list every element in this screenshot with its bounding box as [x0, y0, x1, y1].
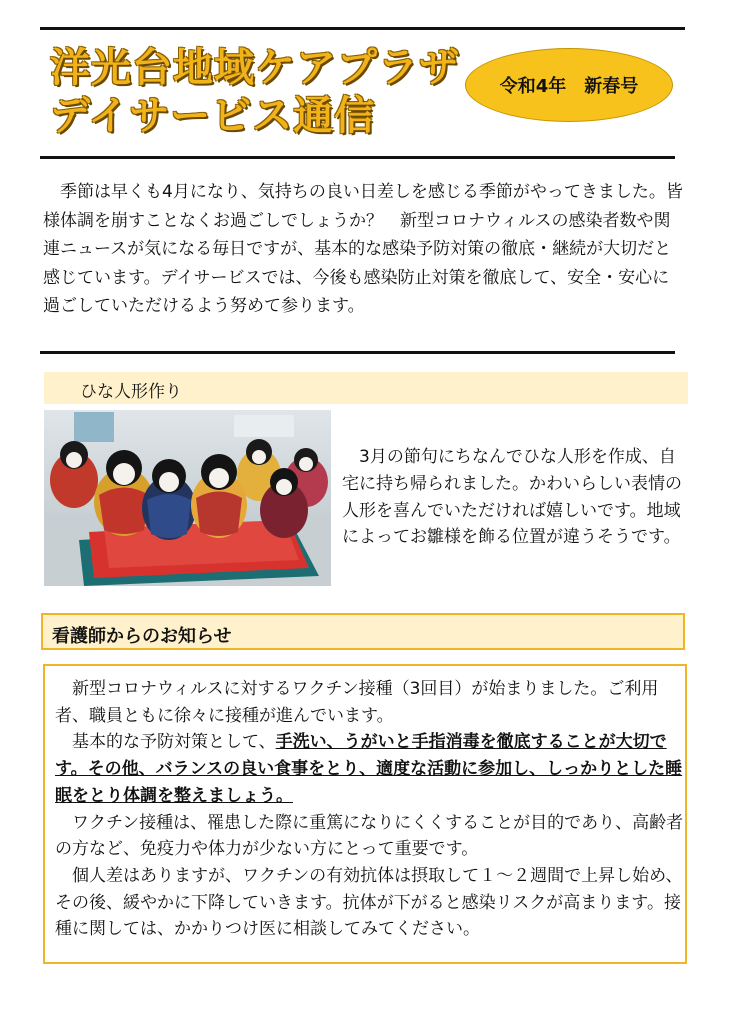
hina-paragraph: 3月の節句にちなんでひな人形を作成、自宅に持ち帰られました。かわいらしい表情の人形を喜んでいただければ嬉しいです。地域によってお雛様を飾る位置が違うそうです。	[342, 447, 682, 548]
hina-heading: ひな人形作り	[80, 382, 182, 402]
intro-paragraph: 季節は早くも4月になり、気持ちの良い日差しを感じる季節がやってきました。皆様体調を崩すことなくお過ごしでしょうか？ 新型コロナウィルスの感染者数や関連ニュースが気になる毎日ですが、基本的な感染予防対策の徹底・継続が大切だと感じています。デイサービスでは、今後も感染防止対策を徹底して、安全・安心に過ごしていただけるよう努めて参ります。	[43, 182, 683, 317]
nurse-paragraph-2-lead: 基本的な予防対策として、	[72, 732, 276, 753]
nurse-notice-body	[55, 676, 685, 943]
nurse-paragraph-2	[55, 729, 685, 809]
nurse-paragraph-1: 新型コロナウィルスに対するワクチン接種（3回目）が始まりました。ご利用者、職員ともに徐々に接種が進んでいます。	[55, 679, 659, 726]
title-line-1: 洋光台地域ケアプラザ	[50, 45, 460, 91]
nurse-heading: 看護師からのお知らせ	[52, 626, 232, 647]
hina-section-header	[44, 372, 688, 404]
issue-label: 令和4年 新春号	[499, 76, 639, 97]
nurse-paragraph-2-emphasis: 手洗い、うがいと手指消毒を徹底することが大切です。その他、バランスの良い食事をとり、適度な活動に参加し、しっかりとした睡眠をとり体調を整えましょう。	[55, 732, 683, 806]
top-rule	[40, 27, 685, 30]
nurse-section-header	[41, 613, 685, 650]
header-rule	[40, 156, 675, 159]
intro-rule	[40, 351, 675, 354]
nurse-paragraph-4: 個人差はありますが、ワクチンの有効抗体は摂取して１～２週間で上昇し始め、その後、緩やかに下降していきます。抗体が下がると感染リスクが高まります。接種に関しては、かかりつけ医に相談してみてください。	[55, 865, 683, 940]
hina-doll-photo	[44, 410, 331, 586]
nurse-paragraph-3: ワクチン接種は、罹患した際に重篤になりにくくすることが目的であり、高齢者の方など、免疫力や体力が少ない方にとって重要です。	[55, 812, 684, 860]
issue-badge	[465, 48, 673, 122]
title-line-2: デイサービス通信	[50, 93, 376, 139]
hina-doll-illustration	[44, 410, 331, 586]
